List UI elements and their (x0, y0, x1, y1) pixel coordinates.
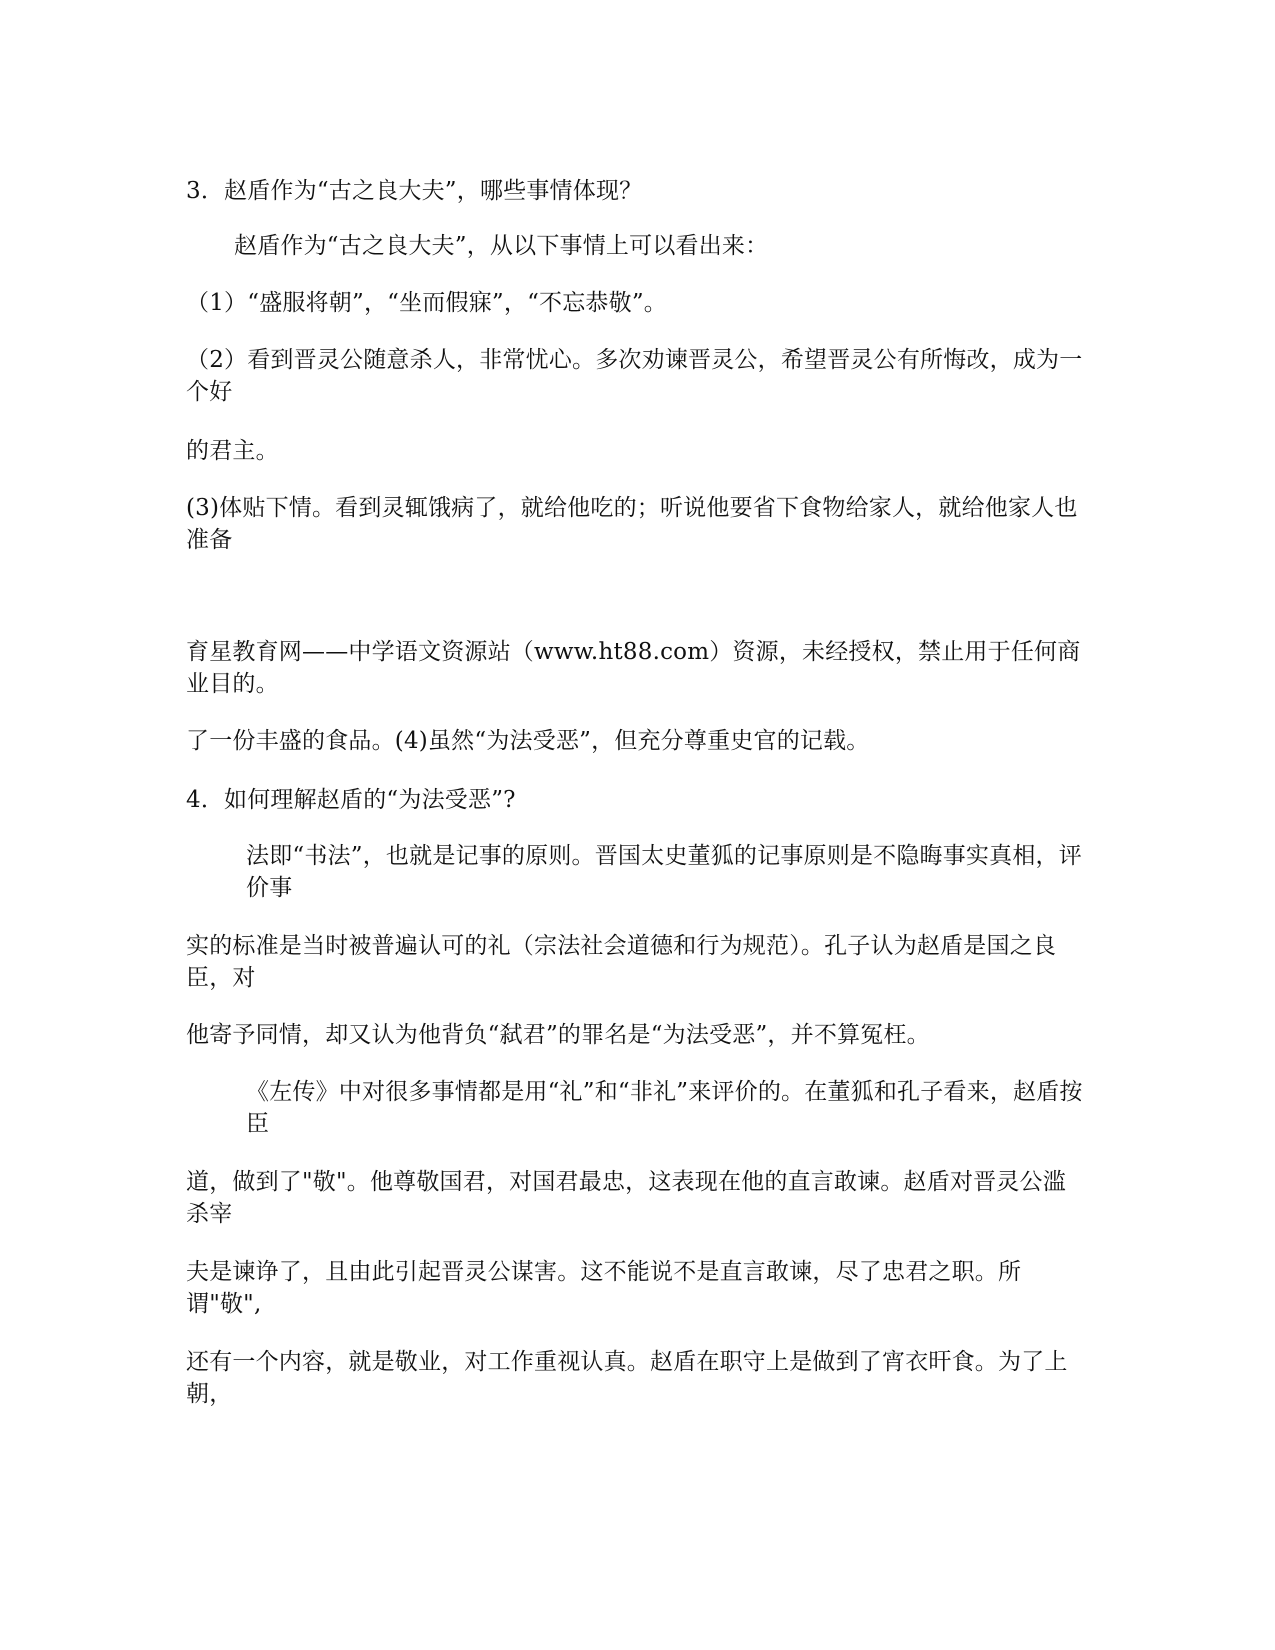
question-3-heading: 3．赵盾作为“古之良大夫”，哪些事情体现？ (186, 178, 643, 204)
answer-3-point-2-cont: 的君主。 (186, 438, 279, 464)
answer-4-para-1-cont-1: 实的标准是当时被普遍认可的礼（宗法社会道德和行为规范）。孔子认为赵盾是国之良臣，对 (186, 933, 1057, 991)
answer-4-para-2: 《左传》中对很多事情都是用“礼”和“非礼”来评价的。在董狐和孔子看来，赵盾按臣 (246, 1079, 1083, 1137)
answer-4-para-2-cont-3: 还有一个内容，就是敬业，对工作重视认真。赵盾在职守上是做到了宵衣旰食。为了上朝， (186, 1349, 1068, 1407)
answer-4-para-1-cont-2: 他寄予同情，却又认为他背负“弑君”的罪名是“为法受恶”，并不算冤枉。 (186, 1022, 930, 1048)
question-4-heading: 4．如何理解赵盾的“为法受恶”? (186, 787, 516, 813)
answer-3-point-3-cont: 了一份丰盛的食品。(4)虽然“为法受恶”，但充分尊重史官的记载。 (186, 728, 870, 754)
answer-3-intro: 赵盾作为“古之良大夫”，从以下事情上可以看出来： (234, 233, 769, 259)
source-watermark-line: 育星教育网——中学语文资源站（www.ht88.com）资源，未经授权，禁止用于任何商业目的。 (186, 639, 1081, 697)
answer-4-para-2-cont-2: 夫是谏诤了，且由此引起晋灵公谋害。这不能说不是直言敢谏，尽了忠君之职。所谓"敬", (186, 1259, 1022, 1317)
answer-3-point-2: （2）看到晋灵公随意杀人，非常忧心。多次劝谏晋灵公，希望晋灵公有所悔改，成为一个好 (186, 347, 1083, 405)
answer-4-para-2-cont-1: 道，做到了"敬"。他尊敬国君，对国君最忠，这表现在他的直言敢谏。赵盾对晋灵公滥杀宰 (186, 1169, 1066, 1227)
answer-3-point-3: (3)体贴下情。看到灵辄饿病了，就给他吃的；听说他要省下食物给家人，就给他家人也准备 (186, 495, 1078, 553)
answer-4-para-1: 法即“书法”，也就是记事的原则。晋国太史董狐的记事原则是不隐晦事实真相，评价事 (246, 843, 1082, 901)
answer-3-point-1: （1）“盛服将朝”，“坐而假寐”，“不忘恭敬”。 (186, 290, 667, 316)
